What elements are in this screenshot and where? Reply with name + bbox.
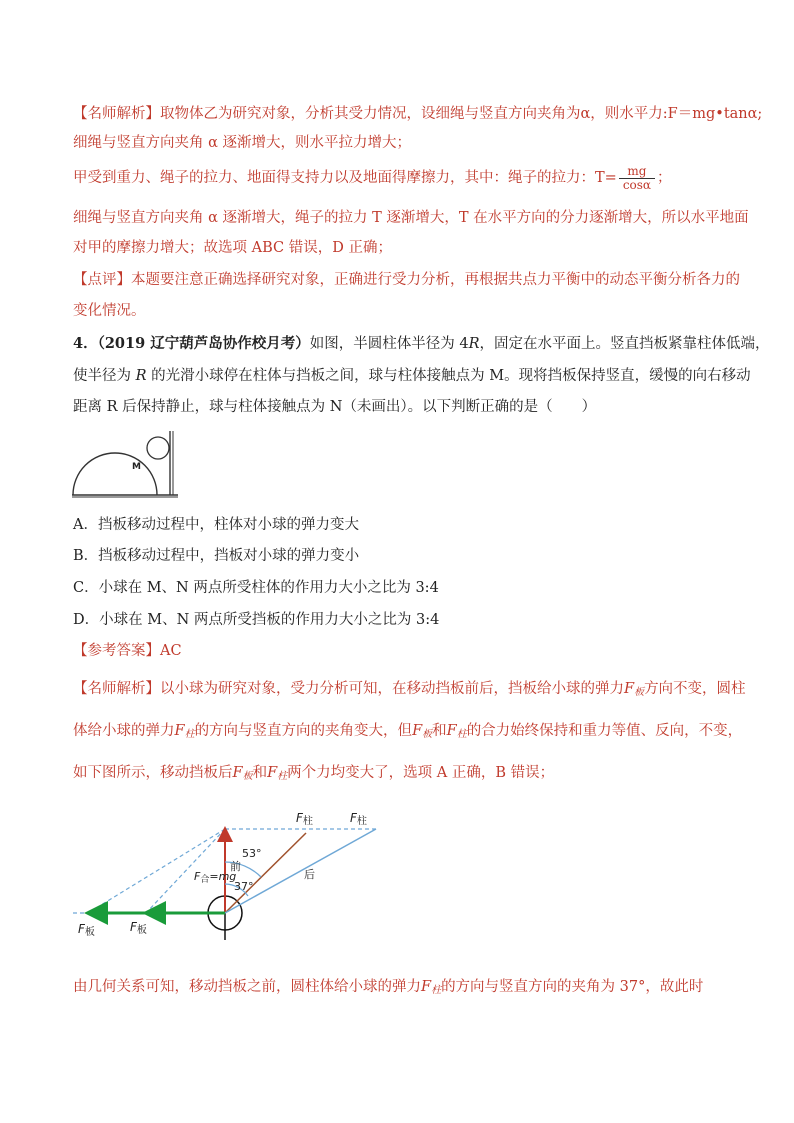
pillar-force-before: [225, 833, 306, 913]
analysis2-line3: 如下图所示，移动挡板后$F_板$和$F_柱$两个力均变大了，选项 A 正确，B 错误；: [73, 765, 555, 782]
option-c: C．小球在 M、N 两点所受柱体的作用力大小之比为 3:4: [73, 580, 439, 596]
option-b: B．挡板移动过程中，挡板对小球的弹力变小: [73, 548, 360, 564]
label-angle-53: 53°: [242, 847, 262, 860]
question-source: （2019 辽宁葫芦岛协作校月考）: [97, 335, 310, 352]
analysis1-line1: 【名师解析】取物体乙为研究对象，分析其受力情况，设细绳与竖直方向夹角为α，则水平力:F＝mg•tanα;: [73, 106, 763, 122]
label-f-ban-before: F板: [130, 920, 147, 936]
analysis1-line5: 对甲的摩擦力增大；故选项 ABC 错误，D 正确；: [73, 240, 392, 256]
small-ball: [147, 437, 169, 459]
question-number: 4．: [73, 335, 98, 352]
question-line1: 4．（2019 辽宁葫芦岛协作校月考）如图，半圆柱体半径为 4R，固定在水平面上。竖直挡板紧靠柱体低端，: [73, 335, 770, 352]
tension-fraction: $\frac{mg}{\cos\alpha}$: [619, 165, 655, 192]
label-after: 后: [304, 868, 315, 881]
comment-line1: 【点评】本题要注意正确选择研究对象，正确进行受力分析，再根据共点力平衡中的动态平衡分析各力的: [73, 272, 740, 288]
answer-line: [73, 641, 182, 661]
option-d: D．小球在 M、N 两点所受挡板的作用力大小之比为 3:4: [73, 612, 440, 628]
answer-tag: 【参考答案】: [73, 643, 160, 659]
question-line3: 距离 R 后保持静止，球与柱体接触点为 N（未画出）。以下判断正确的是（ ）: [73, 399, 597, 415]
analysis2-line1: 【名师解析】以小球为研究对象，受力分析可知，在移动挡板前后，挡板给小球的弹力$F_板$方向不变，圆柱: [73, 681, 746, 698]
question-figure: [70, 428, 182, 498]
question-line2: 使半径为 R 的光滑小球停在柱体与挡板之间，球与柱体接触点为 M。现将挡板保持竖直，缓慢的向右移动: [73, 368, 751, 384]
comment-tag: 【点评】: [73, 272, 131, 288]
label-f-ban-after: F板: [78, 922, 95, 938]
option-a: A．挡板移动过程中，柱体对小球的弹力变大: [73, 517, 359, 533]
label-f-zhu-before: F柱: [296, 811, 313, 827]
label-before: 前: [230, 860, 241, 873]
dashed-left-1: [88, 829, 225, 913]
half-cylinder: [73, 453, 157, 495]
analysis1-line4: 细绳与竖直方向夹角 α 逐渐增大，绳子的拉力 T 逐渐增大，T 在水平方向的分力逐渐增大，所以水平地面: [73, 210, 749, 226]
analysis2-line2: 体给小球的弹力$F_柱$的方向与竖直方向的夹角变大，但$F_板$和$F_柱$的合力始终保持和重力等值、反向，不变，: [73, 723, 743, 740]
pillar-force-after: [225, 829, 376, 913]
analysis-tag: 【名师解析】: [73, 106, 160, 122]
label-f-zhu-after: F柱: [350, 811, 367, 827]
label-f-he: F合=mg: [194, 870, 237, 885]
analysis1-line2: 细绳与竖直方向夹角 α 逐渐增大，则水平拉力增大；: [73, 135, 412, 151]
answer-value: AC: [160, 643, 182, 659]
point-m-label: M: [132, 462, 141, 472]
comment-line2: 变化情况。: [73, 303, 146, 319]
force-diagram: [68, 800, 388, 945]
conclusion-line1: 由几何关系可知，移动挡板之前，圆柱体给小球的弹力$F_柱$的方向与竖直方向的夹角为 37°，故此时: [73, 979, 704, 996]
label-angle-37: 37°: [234, 880, 254, 893]
analysis1-line3: 甲受到重力、绳子的拉力、地面得支持力以及地面得摩擦力，其中：绳子的拉力：T= $\frac{mg}{\cos\alpha}$ ；: [73, 163, 672, 192]
